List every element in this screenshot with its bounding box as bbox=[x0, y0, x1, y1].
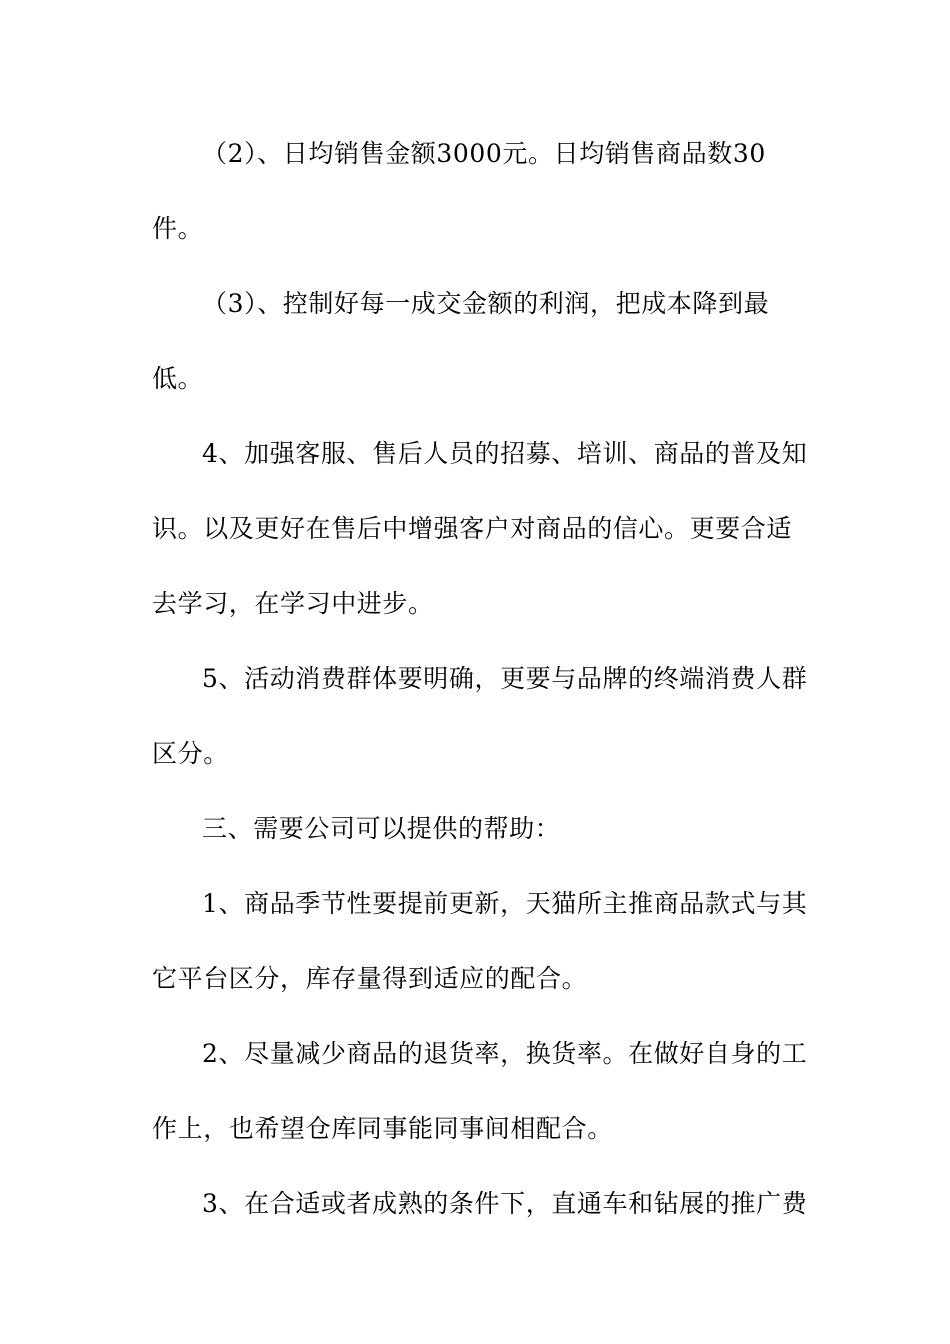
section-heading: 三、需要公司可以提供的帮助： bbox=[202, 814, 561, 843]
paragraph-line: 识。以及更好在售后中增强客户对商品的信心。更要合适 bbox=[152, 514, 793, 543]
paragraph-line: 1、商品季节性要提前更新，天猫所主推商品款式与其 bbox=[202, 889, 808, 918]
paragraph-line: 低。 bbox=[152, 364, 204, 393]
paragraph-line: 作上，也希望仓库同事能同事间相配合。 bbox=[152, 1114, 613, 1143]
paragraph-line: （2）、日均销售金额3000元。日均销售商品数30 bbox=[202, 139, 766, 168]
paragraph-line: 4、加强客服、售后人员的招募、培训、商品的普及知 bbox=[202, 439, 808, 468]
paragraph-line: 3、在合适或者成熟的条件下，直通车和钻展的推广费 bbox=[202, 1189, 808, 1218]
paragraph-line: 它平台区分，库存量得到适应的配合。 bbox=[152, 964, 588, 993]
paragraph-line: 件。 bbox=[152, 214, 204, 243]
paragraph-line: 5、活动消费群体要明确，更要与品牌的终端消费人群 bbox=[202, 664, 808, 693]
paragraph-line: （3）、控制好每一成交金额的利润，把成本降到最 bbox=[202, 289, 770, 318]
paragraph-line: 2、尽量减少商品的退货率，换货率。在做好自身的工 bbox=[202, 1039, 808, 1068]
paragraph-line: 区分。 bbox=[152, 739, 229, 768]
paragraph-line: 去学习，在学习中进步。 bbox=[152, 589, 434, 618]
